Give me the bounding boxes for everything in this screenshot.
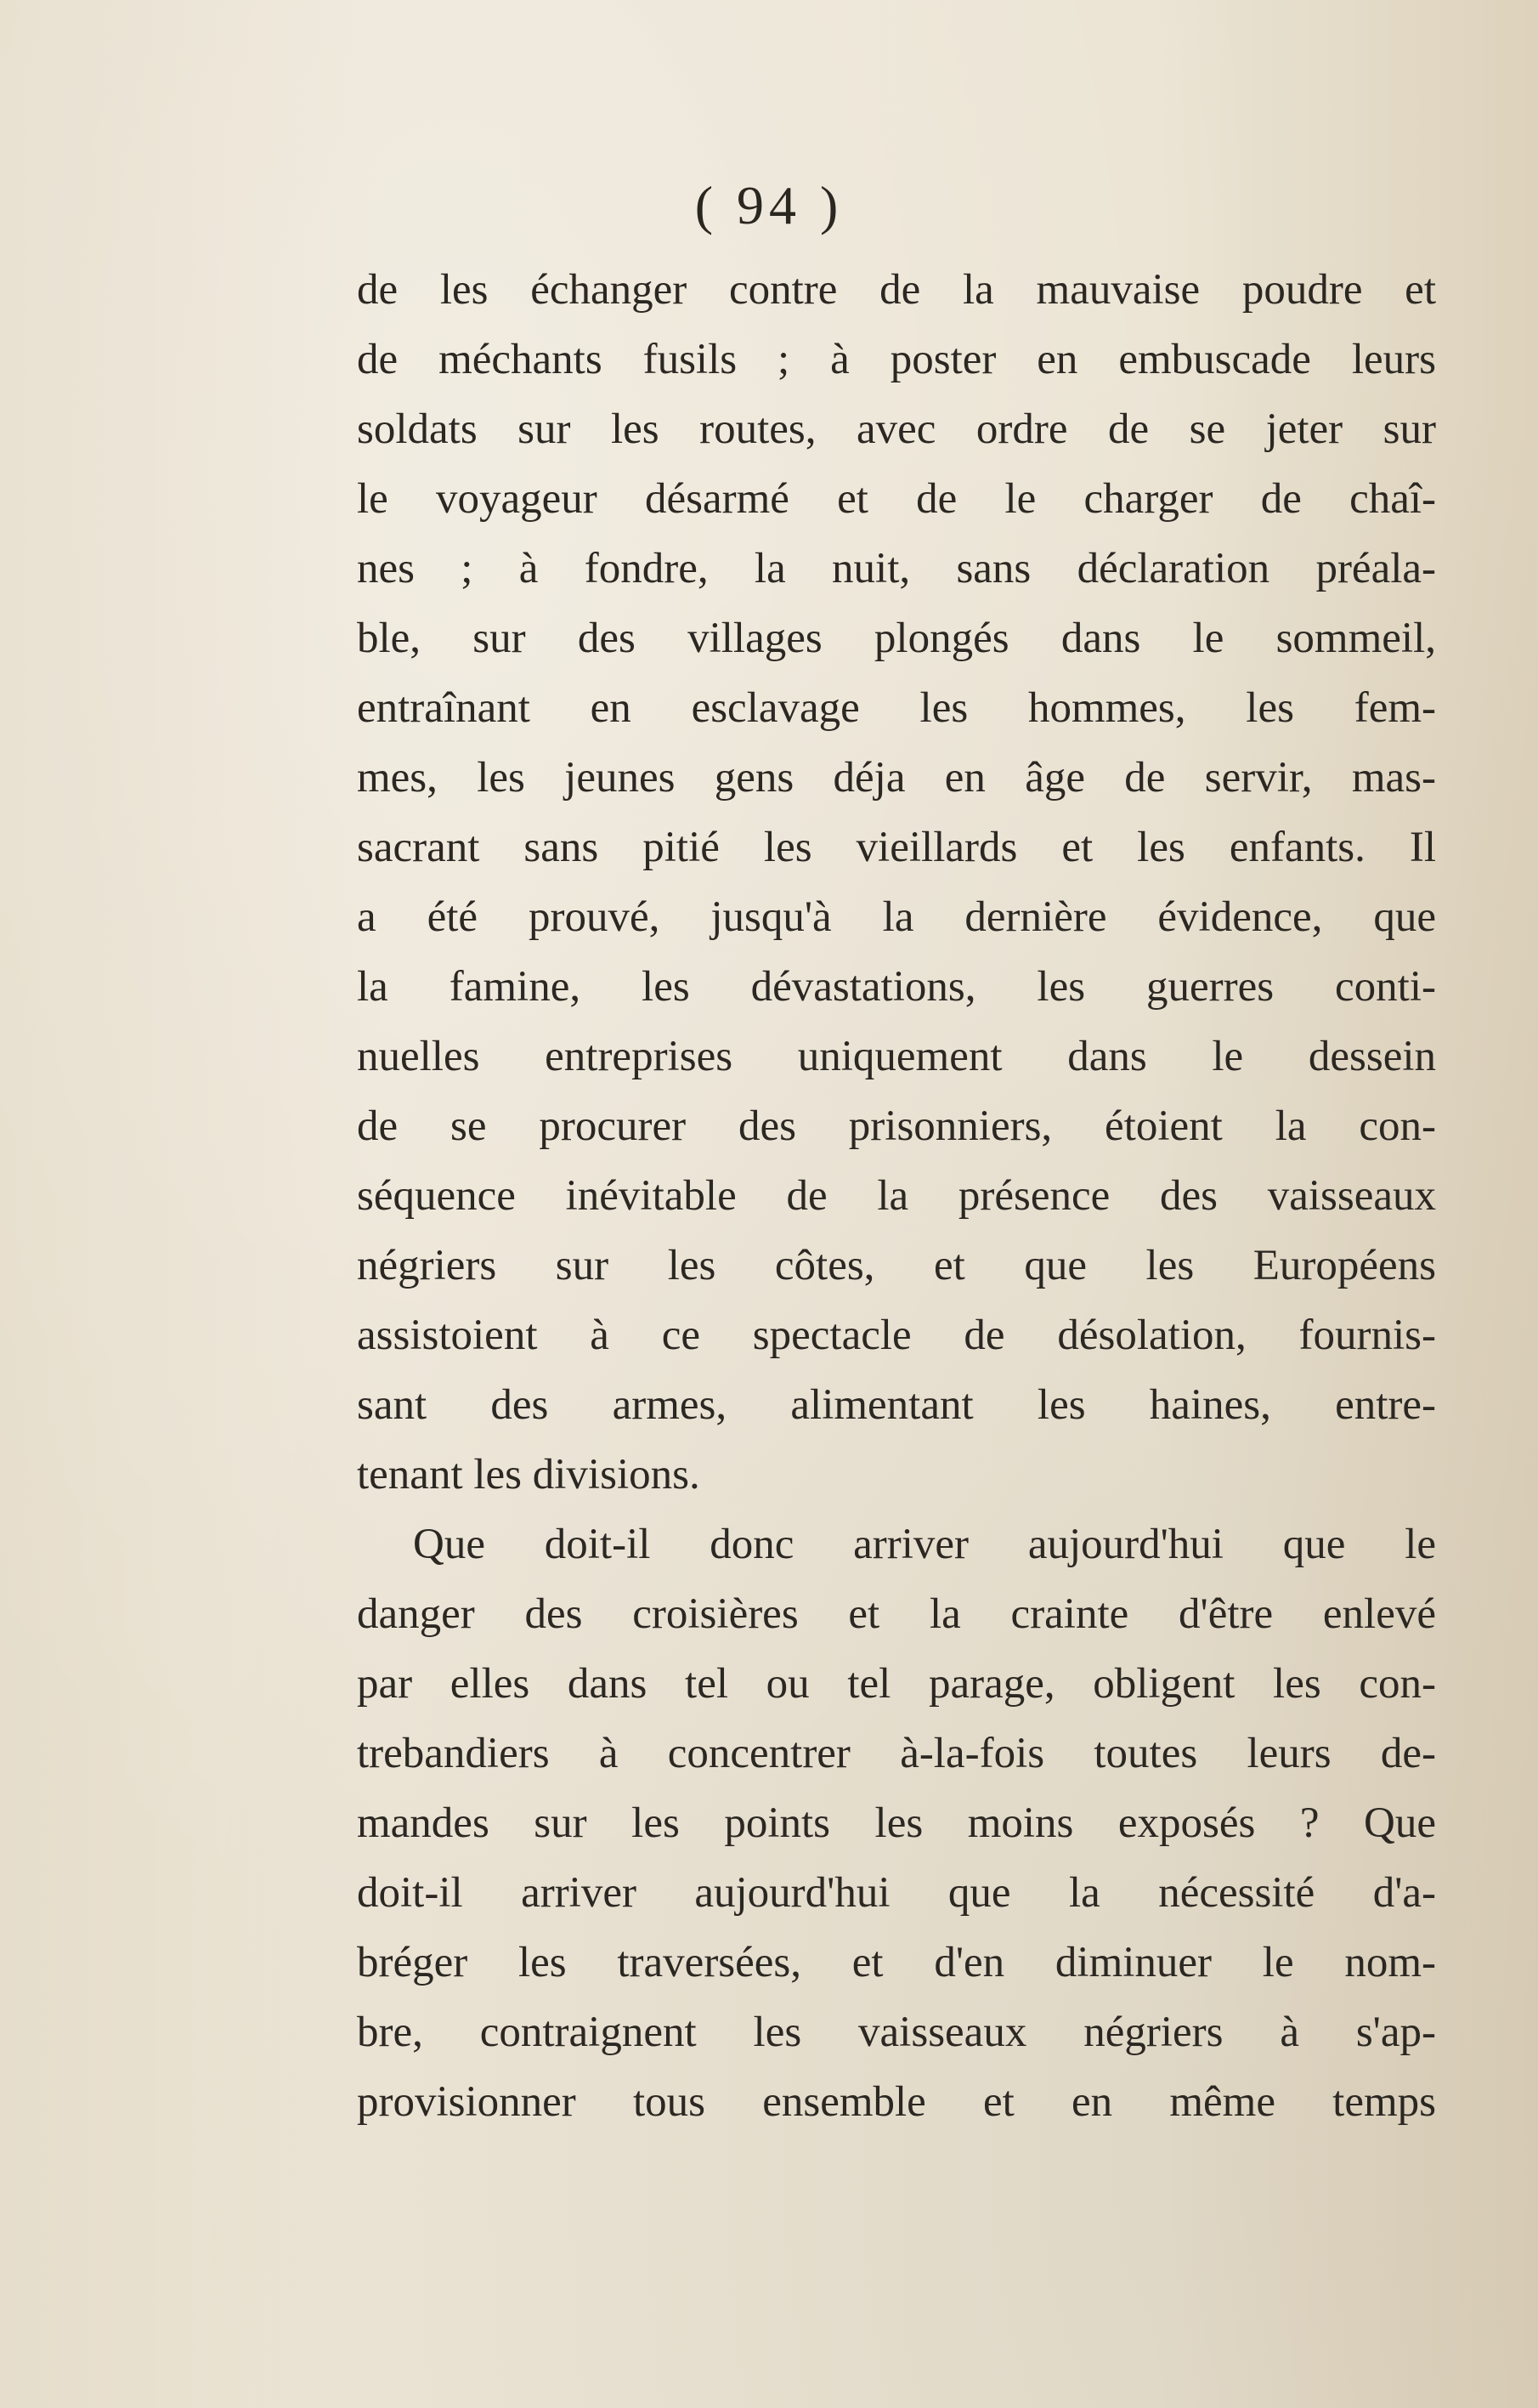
- text-line: bre, contraignent les vaisseaux négriers à s'ap-: [357, 2009, 1436, 2056]
- text-line: nes ; à fondre, la nuit, sans déclaration préala-: [357, 545, 1436, 592]
- text-line: a été prouvé, jusqu'à la dernière évidence, que: [357, 893, 1436, 941]
- text-line: bréger les traversées, et d'en diminuer le nom-: [357, 1939, 1436, 1986]
- text-line: nuelles entreprises uniquement dans le dessein: [357, 1033, 1436, 1080]
- text-line: assistoient à ce spectacle de désolation, fournis-: [357, 1312, 1436, 1359]
- text-line: de méchants fusils ; à poster en embuscade leurs: [357, 336, 1436, 383]
- text-line: mes, les jeunes gens déja en âge de servir, mas-: [357, 754, 1436, 802]
- text-line: négriers sur les côtes, et que les Européens: [357, 1242, 1436, 1289]
- text-line: la famine, les dévastations, les guerres conti-: [357, 963, 1436, 1011]
- text-line: tenant les divisions.: [357, 1451, 700, 1499]
- text-line: de se procurer des prisonniers, étoient la con-: [357, 1102, 1436, 1150]
- text-line: sacrant sans pitié les vieillards et les enfants. Il: [357, 824, 1436, 871]
- text-line: le voyageur désarmé et de le charger de chaî-: [357, 475, 1436, 523]
- text-line: séquence inévitable de la présence des vaisseaux: [357, 1172, 1436, 1220]
- text-line: Que doit-il donc arriver aujourd'hui que le: [413, 1521, 1436, 1568]
- text-line: de les échanger contre de la mauvaise poudre et: [357, 266, 1436, 314]
- text-line: doit-il arriver aujourd'hui que la nécessité d'a-: [357, 1869, 1436, 1917]
- text-line: soldats sur les routes, avec ordre de se jeter sur: [357, 405, 1436, 453]
- text-line: danger des croisières et la crainte d'être enlevé: [357, 1590, 1436, 1638]
- page-number: ( 94 ): [694, 175, 844, 235]
- text-line: provisionner tous ensemble et en même temps: [357, 2078, 1436, 2126]
- text-line: sant des armes, alimentant les haines, entre-: [357, 1381, 1436, 1429]
- text-line: ble, sur des villages plongés dans le sommeil,: [357, 615, 1436, 662]
- text-line: par elles dans tel ou tel parage, obligent les con-: [357, 1660, 1436, 1708]
- body-text: [357, 255, 1436, 2137]
- text-line: trebandiers à concentrer à-la-fois toutes leurs de-: [357, 1730, 1436, 1777]
- text-line: mandes sur les points les moins exposés ? Que: [357, 1799, 1436, 1847]
- text-line: entraînant en esclavage les hommes, les fem-: [357, 684, 1436, 732]
